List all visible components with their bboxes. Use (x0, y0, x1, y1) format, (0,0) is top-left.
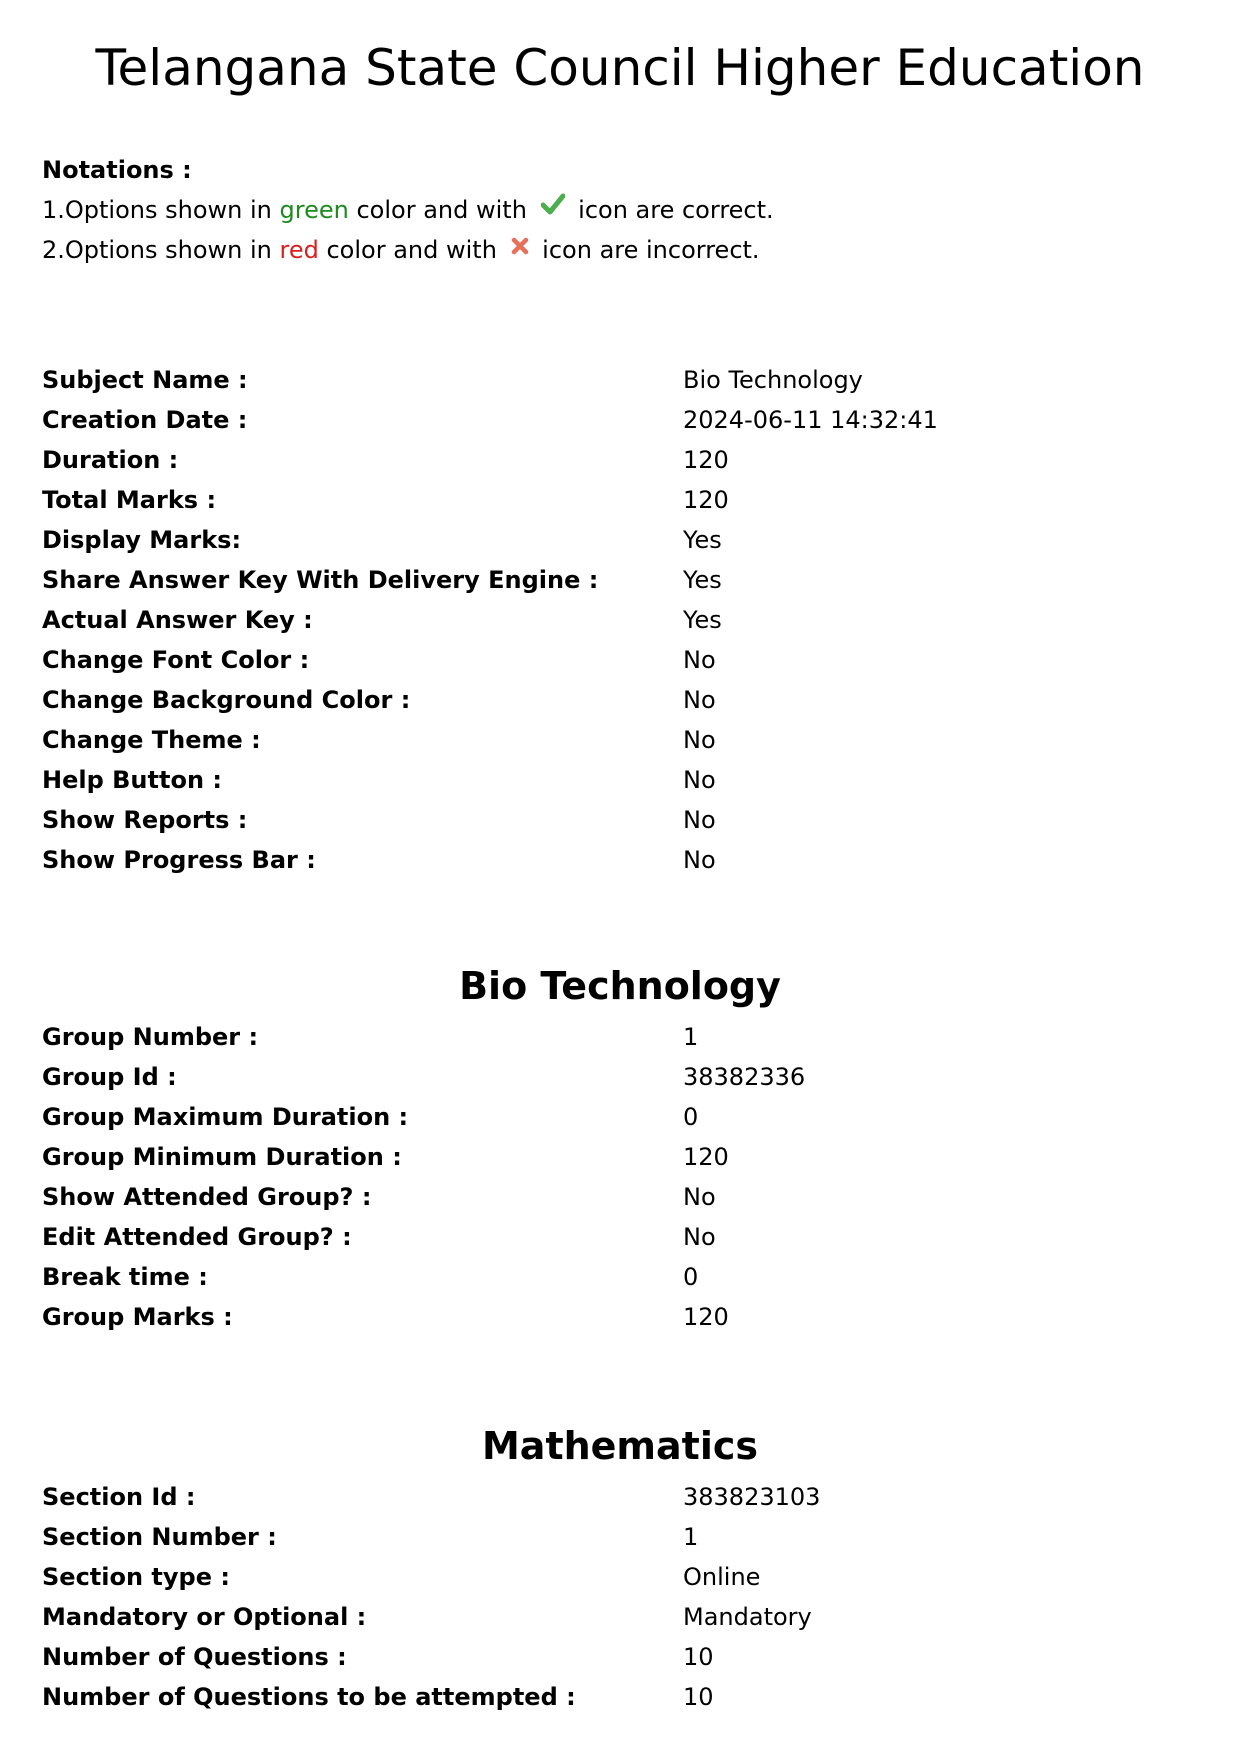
group-value: No (683, 1183, 716, 1211)
group-value: 38382336 (683, 1063, 806, 1091)
group-row (42, 1137, 1192, 1177)
summary-value: No (683, 726, 716, 754)
summary-value: 120 (683, 486, 729, 514)
section-value: 383823103 (683, 1483, 821, 1511)
summary-row (42, 520, 1192, 560)
summary-label: Show Progress Bar : (42, 846, 316, 874)
summary-details (42, 360, 1192, 880)
section-row (42, 1517, 1192, 1557)
summary-row (42, 720, 1192, 760)
group-label: Edit Attended Group? : (42, 1223, 352, 1251)
summary-label: Change Background Color : (42, 686, 411, 714)
cross-icon (511, 227, 529, 267)
summary-value: Yes (683, 566, 722, 594)
section-row (42, 1597, 1192, 1637)
group-value: 0 (683, 1263, 699, 1291)
summary-value: No (683, 846, 716, 874)
section-value: 10 (683, 1683, 714, 1711)
section-row (42, 1477, 1192, 1517)
summary-label: Show Reports : (42, 806, 248, 834)
summary-label: Actual Answer Key : (42, 606, 313, 634)
summary-row (42, 680, 1192, 720)
notation-incorrect-line (42, 230, 1192, 270)
group-value: 1 (683, 1023, 699, 1051)
group-value: No (683, 1223, 716, 1251)
summary-row (42, 600, 1192, 640)
summary-label: Share Answer Key With Delivery Engine : (42, 566, 599, 594)
group-details (42, 1017, 1192, 1337)
summary-value: Yes (683, 606, 722, 634)
section-value: 10 (683, 1643, 714, 1671)
summary-label: Total Marks : (42, 486, 217, 514)
section-row (42, 1677, 1192, 1717)
summary-row (42, 840, 1192, 880)
section-label: Number of Questions : (42, 1643, 347, 1671)
summary-label: Change Font Color : (42, 646, 310, 674)
section-label: Section Number : (42, 1523, 277, 1551)
section-value: Online (683, 1563, 761, 1591)
summary-value: No (683, 806, 716, 834)
group-row (42, 1257, 1192, 1297)
notation-correct-suffix: icon are correct. (570, 196, 774, 224)
summary-value: No (683, 686, 716, 714)
summary-value: 120 (683, 446, 729, 474)
summary-value: Yes (683, 526, 722, 554)
group-row (42, 1017, 1192, 1057)
group-label: Group Maximum Duration : (42, 1103, 409, 1131)
summary-label: Help Button : (42, 766, 222, 794)
summary-row (42, 480, 1192, 520)
notation-red-word: red (279, 236, 319, 264)
section-label: Section Id : (42, 1483, 196, 1511)
group-label: Show Attended Group? : (42, 1183, 372, 1211)
document-title: Telangana State Council Higher Education (95, 39, 1145, 97)
group-label: Group Marks : (42, 1303, 233, 1331)
notation-correct-line (42, 190, 1192, 230)
section-label: Section type : (42, 1563, 230, 1591)
section-heading: Mathematics (481, 1424, 759, 1468)
group-value: 120 (683, 1143, 729, 1171)
summary-row (42, 640, 1192, 680)
summary-value: Bio Technology (683, 366, 863, 394)
section-value: Mandatory (683, 1603, 812, 1631)
section-label: Mandatory or Optional : (42, 1603, 367, 1631)
group-row (42, 1217, 1192, 1257)
summary-row (42, 400, 1192, 440)
group-label: Break time : (42, 1263, 208, 1291)
summary-row (42, 360, 1192, 400)
group-heading: Bio Technology (459, 964, 781, 1008)
summary-row (42, 760, 1192, 800)
summary-row (42, 800, 1192, 840)
summary-label: Change Theme : (42, 726, 261, 754)
section-details (42, 1477, 1192, 1717)
group-row (42, 1097, 1192, 1137)
summary-value: 2024-06-11 14:32:41 (683, 406, 938, 434)
summary-label: Creation Date : (42, 406, 248, 434)
section-label: Number of Questions to be attempted : (42, 1683, 576, 1711)
notation-incorrect-suffix: icon are incorrect. (534, 236, 760, 264)
group-row (42, 1057, 1192, 1097)
summary-value: No (683, 766, 716, 794)
group-label: Group Id : (42, 1063, 177, 1091)
section-row (42, 1557, 1192, 1597)
notation-incorrect-middle: color and with (318, 236, 505, 264)
group-label: Group Minimum Duration : (42, 1143, 402, 1171)
summary-row (42, 560, 1192, 600)
section-value: 1 (683, 1523, 699, 1551)
notations-heading: Notations : (42, 156, 192, 184)
group-row (42, 1177, 1192, 1217)
summary-row (42, 440, 1192, 480)
group-value: 0 (683, 1103, 699, 1131)
group-label: Group Number : (42, 1023, 259, 1051)
summary-label: Subject Name : (42, 366, 248, 394)
section-row (42, 1637, 1192, 1677)
summary-label: Duration : (42, 446, 179, 474)
notations-block (42, 150, 1192, 270)
group-value: 120 (683, 1303, 729, 1331)
notation-correct-prefix: 1.Options shown in (42, 196, 280, 224)
notation-correct-middle: color and with (348, 196, 535, 224)
summary-value: No (683, 646, 716, 674)
check-icon (541, 187, 565, 227)
summary-label: Display Marks: (42, 526, 242, 554)
group-row (42, 1297, 1192, 1337)
notation-green-word: green (279, 196, 349, 224)
notation-incorrect-prefix: 2.Options shown in (42, 236, 280, 264)
